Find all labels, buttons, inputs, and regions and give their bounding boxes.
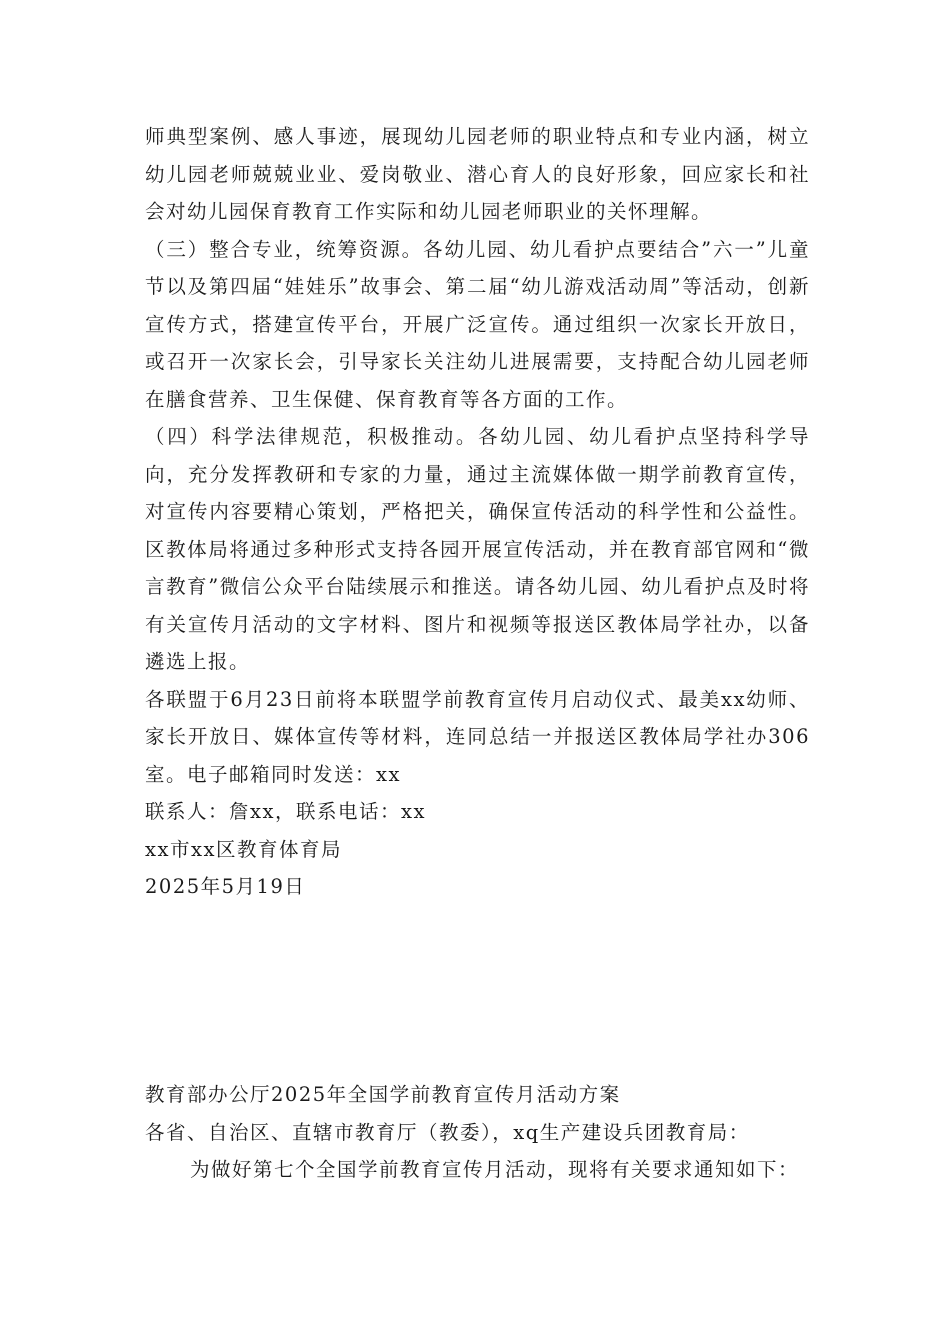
intro-paragraph: 为做好第七个全国学前教育宣传月活动，现将有关要求通知如下：	[190, 1158, 800, 1181]
date-line: 2025年5月19日	[145, 875, 306, 898]
addressee-line: 各省、自治区、直辖市教育厅（教委），xq生产建设兵团教育局：	[145, 1120, 750, 1144]
second-document-title: 教育部办公厅2025年全国学前教育宣传月活动方案	[145, 1083, 621, 1106]
document-body-top	[145, 118, 810, 906]
issuer-line: xx市xx区教育体育局	[145, 837, 342, 861]
paragraph-section-four: （四）科学法律规范，积极推动。各幼儿园、幼儿看护点坚持科学导向，充分发挥教研和专家的力量，通过主流媒体做一期学前教育宣传，对宣传内容要精心策划，严格把关，确保宣传活动的科学性和公益性。区教体局将通过多种形式支持各园开展宣传活动，并在教育部官网和“微言教育”微信公众平台陆续展示和推送。请各幼儿园、幼儿看护点及时将有关宣传月活动的文字材料、图片和视频等报送区教体局学社办，以备遴选上报。	[145, 425, 810, 673]
paragraph-continuation: 师典型案例、感人事迹，展现幼儿园老师的职业特点和专业内涵，树立幼儿园老师兢兢业业、爱岗敬业、潜心育人的良好形象，回应家长和社会对幼儿园保育教育工作实际和幼儿园老师职业的关怀理解。	[145, 125, 810, 223]
contact-line: 联系人：詹xx，联系电话：xx	[145, 800, 426, 823]
paragraph-section-three: （三）整合专业，统筹资源。各幼儿园、幼儿看护点要结合”六一”儿童节以及第四届“娃娃乐”故事会、第二届“幼儿游戏活动周”等活动，创新宣传方式，搭建宣传平台，开展广泛宣传。通过组织一次家长开放日，或召开一次家长会，引导家长关注幼儿进展需要，支持配合幼儿园老师在膳食营养、卫生保健、保育教育等各方面的工作。	[145, 237, 810, 411]
document-body-bottom	[145, 1076, 810, 1189]
paragraph-submission: 各联盟于6月23日前将本联盟学前教育宣传月启动仪式、最美xx幼师、家长开放日、媒体宣传等材料，连同总结一并报送区教体局学社办306室。电子邮箱同时发送：xx	[145, 687, 810, 786]
